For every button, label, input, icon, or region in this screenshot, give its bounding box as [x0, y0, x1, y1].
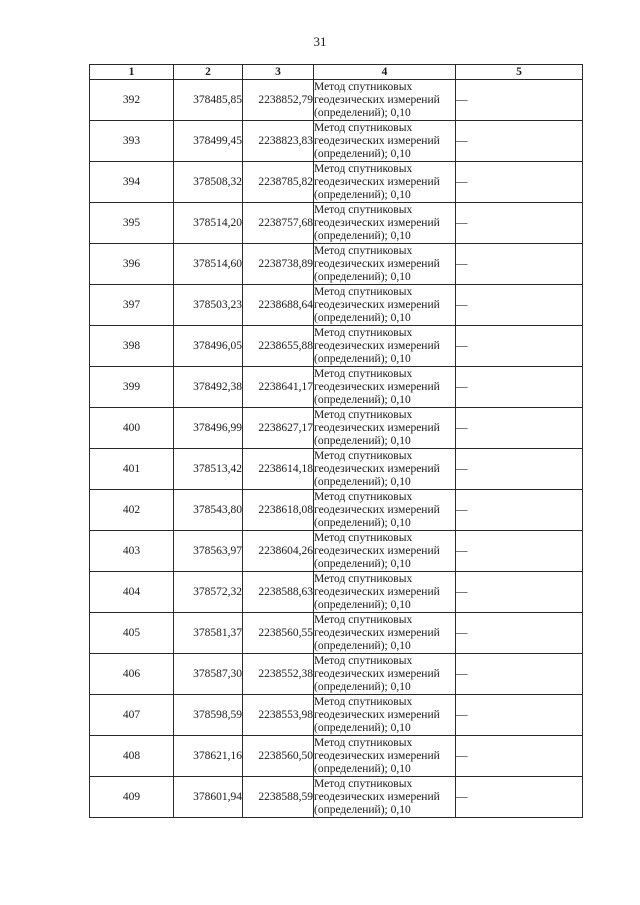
method-cell: Метод спутниковых геодезических измерений (определений); 0,10 — [314, 531, 456, 572]
x-coordinate-cell: 378508,32 — [174, 162, 243, 203]
table-row — [90, 490, 583, 531]
table-row — [90, 367, 583, 408]
table-row — [90, 654, 583, 695]
note-cell: — — [456, 80, 583, 121]
note-cell: — — [456, 777, 583, 818]
y-coordinate-cell: 2238560,55 — [243, 613, 314, 654]
y-coordinate-cell: 2238738,89 — [243, 244, 314, 285]
y-coordinate-cell: 2238588,59 — [243, 777, 314, 818]
note-cell: — — [456, 162, 583, 203]
x-coordinate-cell: 378563,97 — [174, 531, 243, 572]
method-cell: Метод спутниковых геодезических измерений (определений); 0,10 — [314, 326, 456, 367]
table-row — [90, 285, 583, 326]
note-cell: — — [456, 490, 583, 531]
point-number-cell: 402 — [90, 490, 174, 531]
x-coordinate-cell: 378572,32 — [174, 572, 243, 613]
method-cell: Метод спутниковых геодезических измерений (определений); 0,10 — [314, 121, 456, 162]
table-row — [90, 777, 583, 818]
point-number-cell: 407 — [90, 695, 174, 736]
point-number-cell: 409 — [90, 777, 174, 818]
x-coordinate-cell: 378496,99 — [174, 408, 243, 449]
point-number-cell: 397 — [90, 285, 174, 326]
y-coordinate-cell: 2238757,68 — [243, 203, 314, 244]
table-row — [90, 121, 583, 162]
x-coordinate-cell: 378513,42 — [174, 449, 243, 490]
table-row — [90, 408, 583, 449]
point-number-cell: 394 — [90, 162, 174, 203]
note-cell: — — [456, 613, 583, 654]
point-number-cell: 399 — [90, 367, 174, 408]
point-number-cell: 401 — [90, 449, 174, 490]
method-cell: Метод спутниковых геодезических измерений (определений); 0,10 — [314, 490, 456, 531]
x-coordinate-cell: 378514,20 — [174, 203, 243, 244]
table-row — [90, 572, 583, 613]
note-cell: — — [456, 736, 583, 777]
y-coordinate-cell: 2238614,18 — [243, 449, 314, 490]
note-cell: — — [456, 285, 583, 326]
y-coordinate-cell: 2238823,83 — [243, 121, 314, 162]
point-number-cell: 398 — [90, 326, 174, 367]
x-coordinate-cell: 378598,59 — [174, 695, 243, 736]
point-number-cell: 403 — [90, 531, 174, 572]
method-cell: Метод спутниковых геодезических измерений (определений); 0,10 — [314, 695, 456, 736]
table-row — [90, 80, 583, 121]
column-header-4: 4 — [314, 65, 456, 80]
x-coordinate-cell: 378581,37 — [174, 613, 243, 654]
y-coordinate-cell: 2238618,08 — [243, 490, 314, 531]
method-cell: Метод спутниковых геодезических измерений (определений); 0,10 — [314, 162, 456, 203]
method-cell: Метод спутниковых геодезических измерений (определений); 0,10 — [314, 367, 456, 408]
note-cell: — — [456, 326, 583, 367]
x-coordinate-cell: 378543,80 — [174, 490, 243, 531]
note-cell: — — [456, 572, 583, 613]
point-number-cell: 395 — [90, 203, 174, 244]
y-coordinate-cell: 2238852,79 — [243, 80, 314, 121]
note-cell: — — [456, 408, 583, 449]
table-row — [90, 736, 583, 777]
note-cell: — — [456, 654, 583, 695]
point-number-cell: 406 — [90, 654, 174, 695]
y-coordinate-cell: 2238552,38 — [243, 654, 314, 695]
table-row — [90, 244, 583, 285]
table-row — [90, 531, 583, 572]
note-cell: — — [456, 121, 583, 162]
table-row — [90, 162, 583, 203]
y-coordinate-cell: 2238588,63 — [243, 572, 314, 613]
y-coordinate-cell: 2238641,17 — [243, 367, 314, 408]
x-coordinate-cell: 378514,60 — [174, 244, 243, 285]
point-number-cell: 396 — [90, 244, 174, 285]
table-row — [90, 449, 583, 490]
x-coordinate-cell: 378503,23 — [174, 285, 243, 326]
x-coordinate-cell: 378587,30 — [174, 654, 243, 695]
note-cell: — — [456, 531, 583, 572]
method-cell: Метод спутниковых геодезических измерений (определений); 0,10 — [314, 736, 456, 777]
table-body — [90, 80, 583, 818]
x-coordinate-cell: 378485,85 — [174, 80, 243, 121]
point-number-cell: 404 — [90, 572, 174, 613]
note-cell: — — [456, 367, 583, 408]
coordinates-table — [89, 64, 583, 818]
column-header-5: 5 — [456, 65, 583, 80]
x-coordinate-cell: 378621,16 — [174, 736, 243, 777]
table-row — [90, 326, 583, 367]
table-row — [90, 613, 583, 654]
method-cell: Метод спутниковых геодезических измерений (определений); 0,10 — [314, 572, 456, 613]
column-header-3: 3 — [243, 65, 314, 80]
method-cell: Метод спутниковых геодезических измерений (определений); 0,10 — [314, 408, 456, 449]
method-cell: Метод спутниковых геодезических измерений (определений); 0,10 — [314, 203, 456, 244]
y-coordinate-cell: 2238688,64 — [243, 285, 314, 326]
method-cell: Метод спутниковых геодезических измерений (определений); 0,10 — [314, 777, 456, 818]
point-number-cell: 408 — [90, 736, 174, 777]
note-cell: — — [456, 695, 583, 736]
note-cell: — — [456, 244, 583, 285]
point-number-cell: 392 — [90, 80, 174, 121]
point-number-cell: 405 — [90, 613, 174, 654]
y-coordinate-cell: 2238604,26 — [243, 531, 314, 572]
method-cell: Метод спутниковых геодезических измерений (определений); 0,10 — [314, 80, 456, 121]
point-number-cell: 393 — [90, 121, 174, 162]
table-row — [90, 695, 583, 736]
column-header-2: 2 — [174, 65, 243, 80]
note-cell: — — [456, 449, 583, 490]
method-cell: Метод спутниковых геодезических измерений (определений); 0,10 — [314, 449, 456, 490]
x-coordinate-cell: 378496,05 — [174, 326, 243, 367]
x-coordinate-cell: 378492,38 — [174, 367, 243, 408]
method-cell: Метод спутниковых геодезических измерений (определений); 0,10 — [314, 613, 456, 654]
point-number-cell: 400 — [90, 408, 174, 449]
column-header-1: 1 — [90, 65, 174, 80]
x-coordinate-cell: 378499,45 — [174, 121, 243, 162]
method-cell: Метод спутниковых геодезических измерений (определений); 0,10 — [314, 244, 456, 285]
y-coordinate-cell: 2238627,17 — [243, 408, 314, 449]
note-cell: — — [456, 203, 583, 244]
y-coordinate-cell: 2238655,88 — [243, 326, 314, 367]
x-coordinate-cell: 378601,94 — [174, 777, 243, 818]
table-header-row — [90, 65, 583, 80]
method-cell: Метод спутниковых геодезических измерений (определений); 0,10 — [314, 285, 456, 326]
page-number: 31 — [313, 34, 327, 49]
y-coordinate-cell: 2238553,98 — [243, 695, 314, 736]
method-cell: Метод спутниковых геодезических измерений (определений); 0,10 — [314, 654, 456, 695]
y-coordinate-cell: 2238560,50 — [243, 736, 314, 777]
table-row — [90, 203, 583, 244]
y-coordinate-cell: 2238785,82 — [243, 162, 314, 203]
